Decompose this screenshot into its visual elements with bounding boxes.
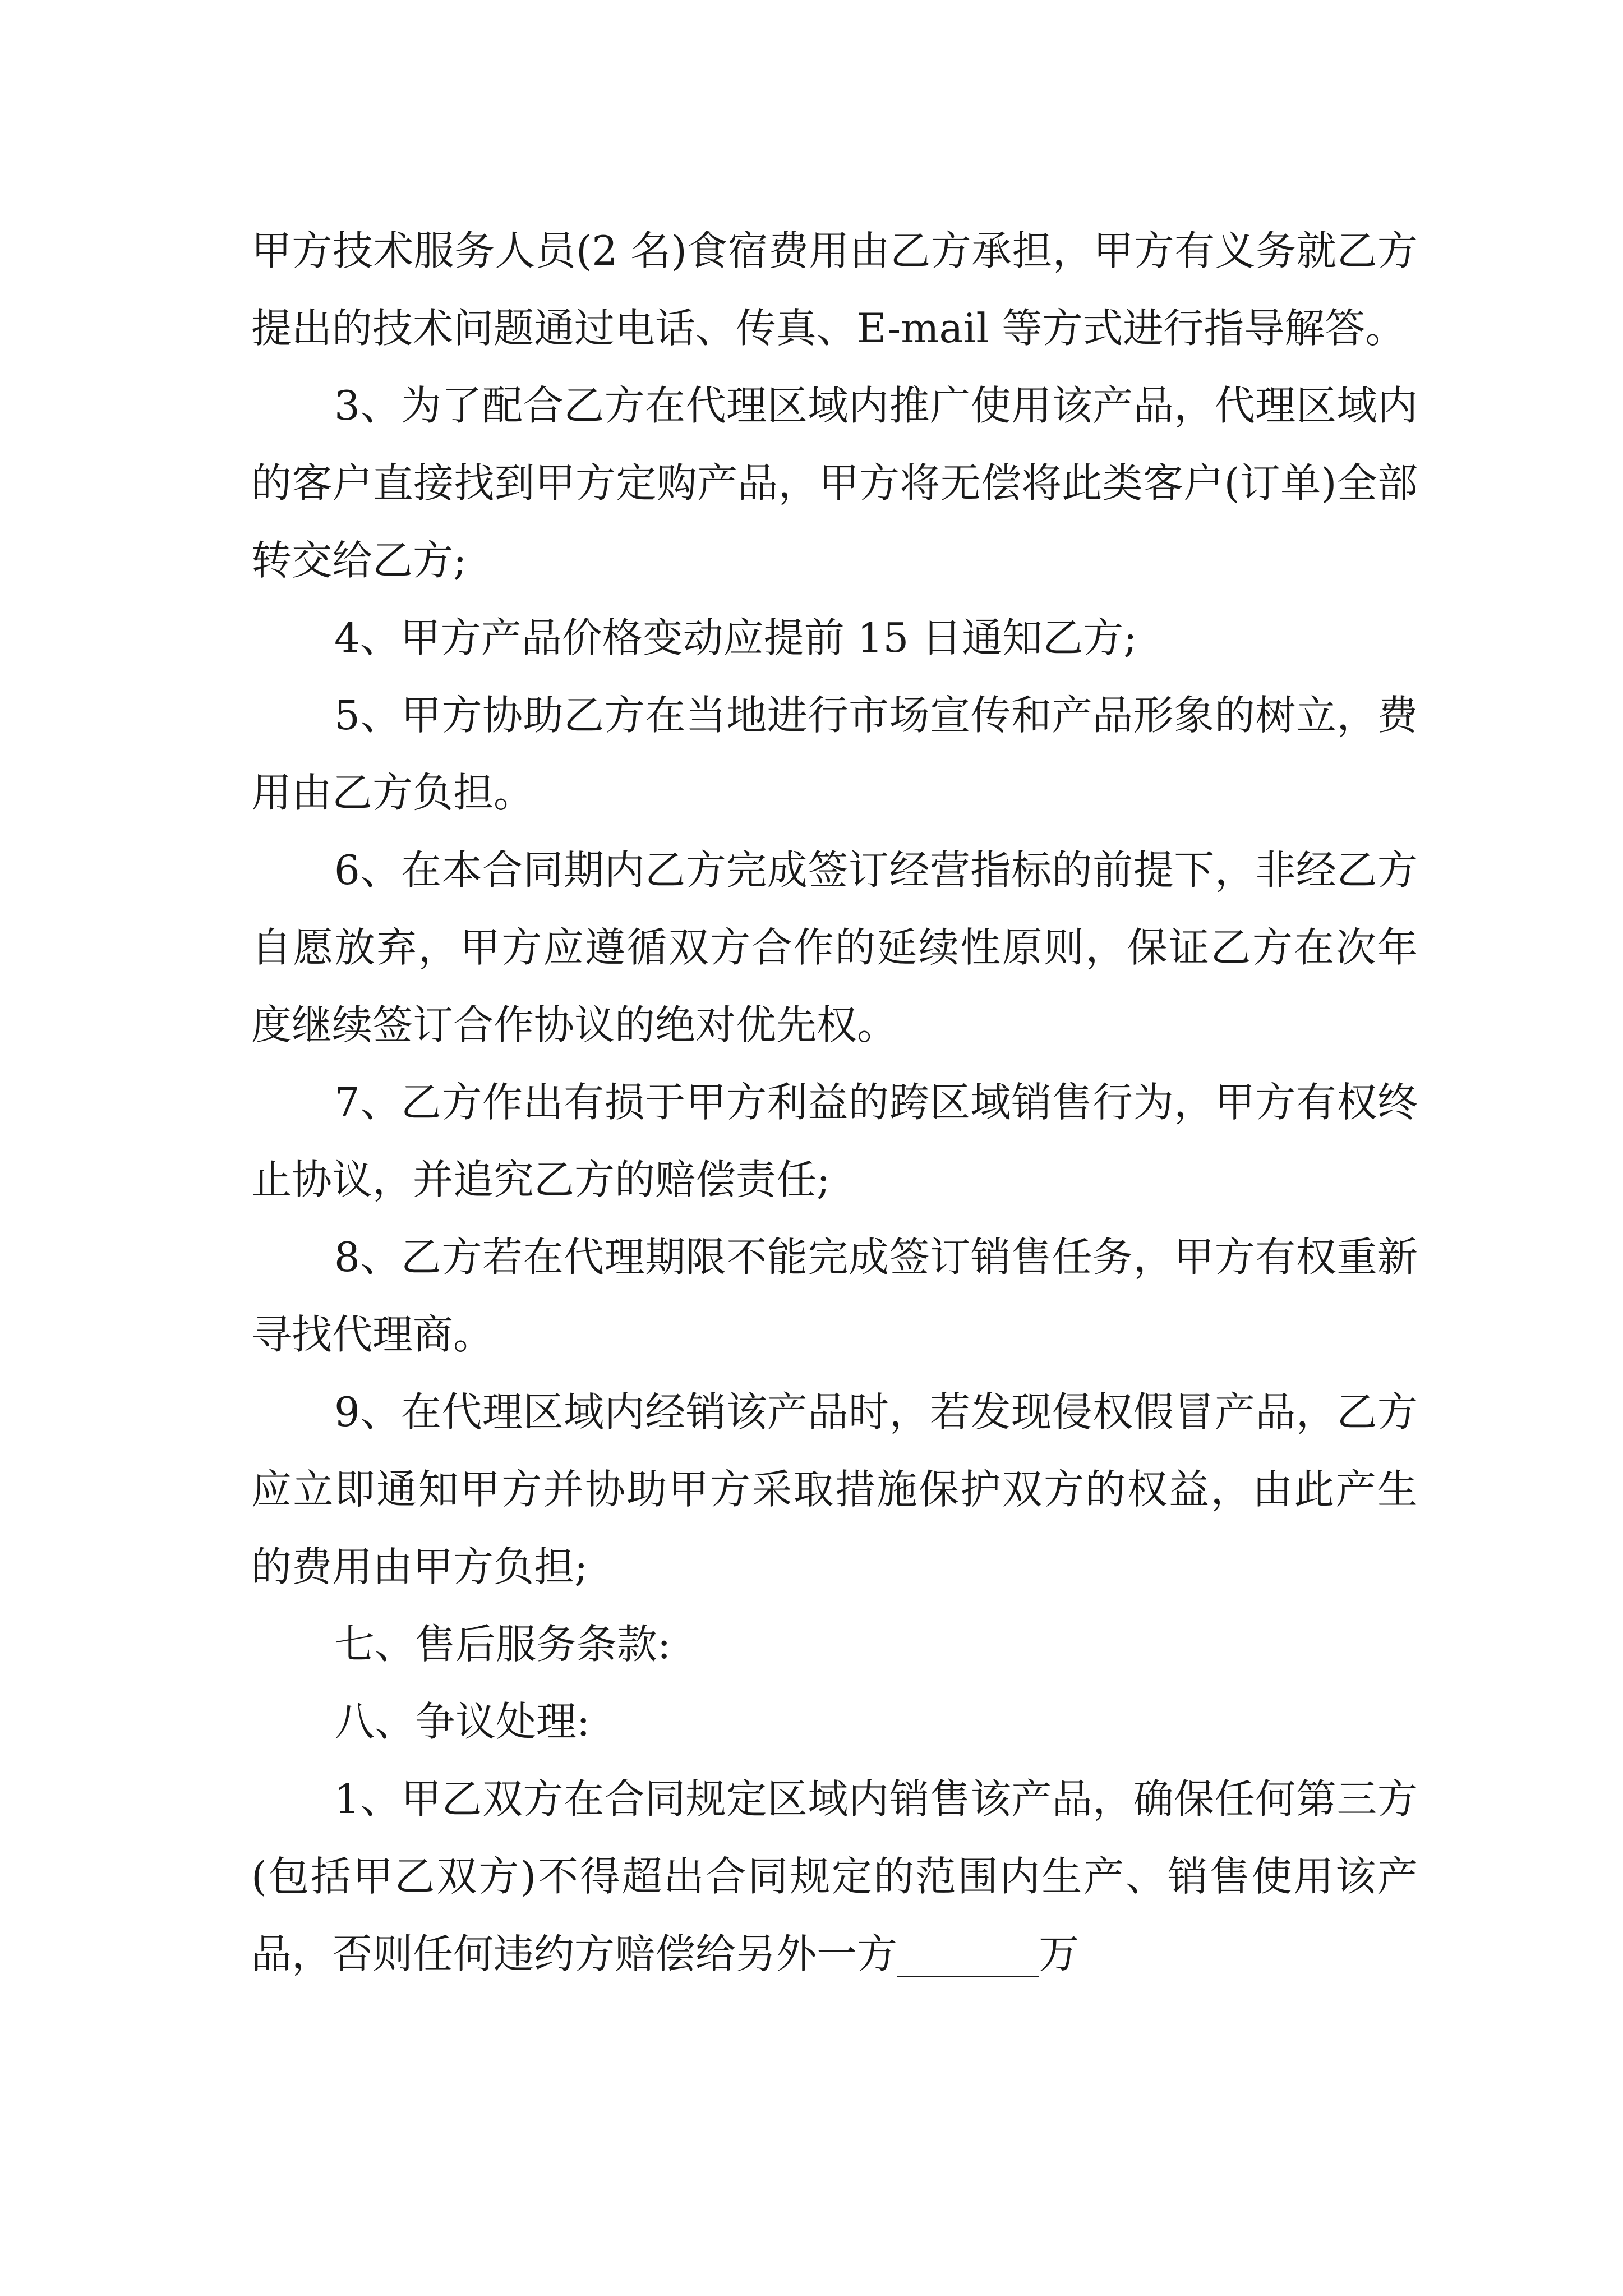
section-heading-disputes: 八、争议处理:: [334, 1698, 591, 1745]
document-body: [251, 212, 1418, 1993]
paragraph-clause-5: 5、甲方协助乙方在当地进行市场宣传和产品形象的树立，费用由乙方负担。: [251, 692, 1418, 816]
section-heading-after-sales: 七、售后服务条款:: [334, 1621, 671, 1668]
paragraph-clause-8: 8、乙方若在代理期限不能完成签订销售任务，甲方有权重新寻找代理商。: [251, 1234, 1418, 1358]
paragraph-dispute-clause-1: 1、甲乙双方在合同规定区域内销售该产品，确保任何第三方(包括甲乙双方)不得超出合同规定的范围内生产、销售使用该产品，否则任何违约方赔偿给另外一方_______万: [251, 1775, 1418, 1977]
paragraph-technical-service: 甲方技术服务人员(2 名)食宿费用由乙方承担，甲方有义务就乙方提出的技术问题通过电话、传真、E-mail 等方式进行指导解答。: [251, 227, 1418, 352]
paragraph-clause-9: 9、在代理区域内经销该产品时，若发现侵权假冒产品，乙方应立即通知甲方并协助甲方采取措施保护双方的权益，由此产生的费用由甲方负担;: [251, 1388, 1418, 1590]
paragraph-clause-6: 6、在本合同期内乙方完成签订经营指标的前提下，非经乙方自愿放弃，甲方应遵循双方合作的延续性原则，保证乙方在次年度继续签订合作协议的绝对优先权。: [251, 846, 1418, 1048]
paragraph-clause-4: 4、甲方产品价格变动应提前 15 日通知乙方;: [334, 614, 1137, 661]
paragraph-clause-3: 3、为了配合乙方在代理区域内推广使用该产品，代理区域内的客户直接找到甲方定购产品，甲方将无偿将此类客户(订单)全部转交给乙方;: [251, 382, 1418, 584]
paragraph-clause-7: 7、乙方作出有损于甲方利益的跨区域销售行为，甲方有权终止协议，并追究乙方的赔偿责任;: [251, 1079, 1418, 1203]
